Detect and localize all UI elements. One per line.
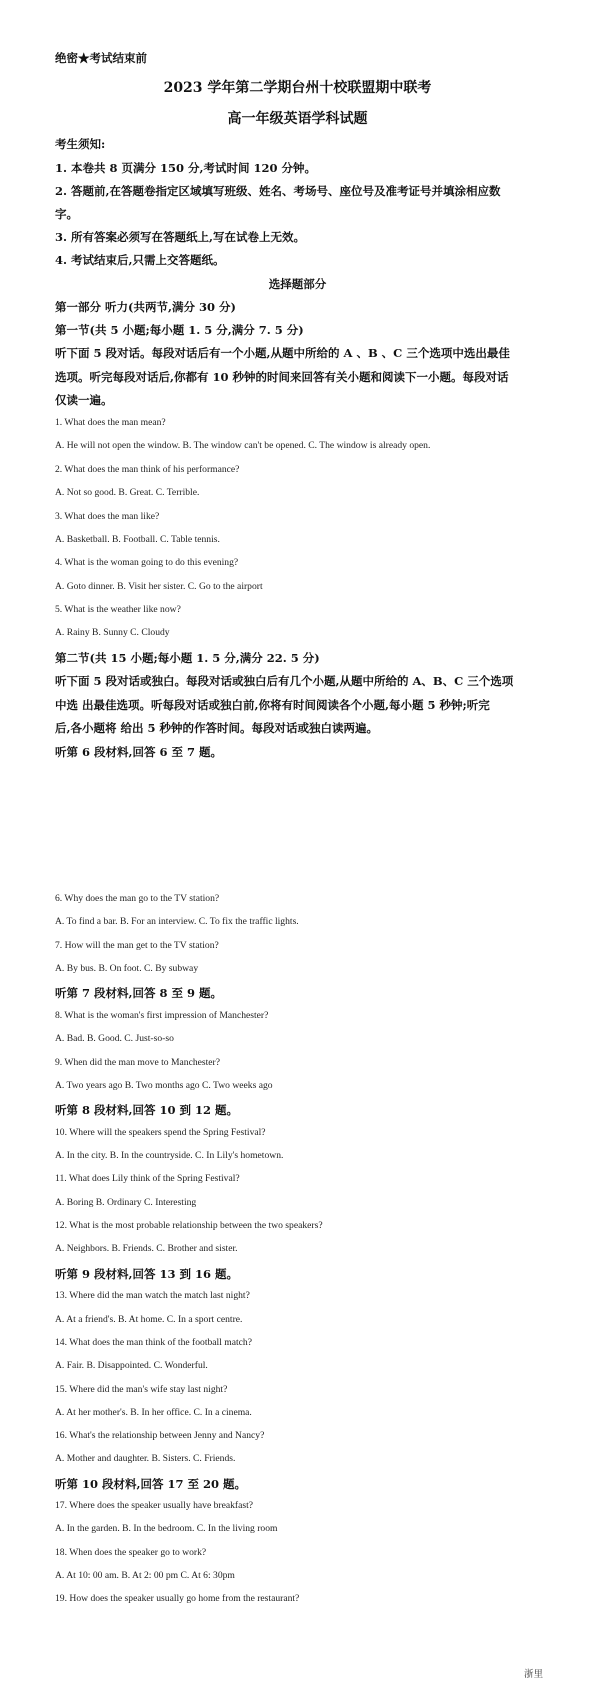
question-7: 7. How will the man get to the TV station? (55, 940, 219, 951)
question-17-options: A. In the garden. B. In the bedroom. C. In the living room (55, 1523, 278, 1534)
question-9: 9. When did the man move to Manchester? (55, 1057, 221, 1068)
section2-heading: 第二节(共 15 小题;每小题 1. 5 分,满分 22. 5 分) (55, 651, 320, 665)
notice-item-3: 3. 所有答案必须写在答题纸上,写在试卷上无效。 (55, 230, 306, 244)
material-8-heading: 听第 8 段材料,回答 10 到 12 题。 (55, 1103, 239, 1117)
question-12: 12. What is the most probable relationship between the two speakers? (55, 1220, 323, 1231)
question-13-options: A. At a friend's. B. At home. C. In a sport centre. (55, 1314, 243, 1325)
question-13: 13. Where did the man watch the match last night? (55, 1290, 250, 1301)
section1-instructions-3: 仅读一遍。 (55, 393, 113, 407)
question-19: 19. How does the speaker usually go home from the restaurant? (55, 1593, 300, 1604)
question-18: 18. When does the speaker go to work? (55, 1547, 207, 1558)
question-12-options: A. Neighbors. B. Friends. C. Brother and sister. (55, 1243, 238, 1254)
question-5-options: A. Rainy B. Sunny C. Cloudy (55, 627, 170, 638)
secret-mark: 绝密★考试结束前 (55, 51, 147, 65)
question-18-options: A. At 10: 00 am. B. At 2: 00 pm C. At 6: 30pm (55, 1570, 235, 1581)
question-14-options: A. Fair. B. Disappointed. C. Wonderful. (55, 1360, 208, 1371)
question-1-options: A. He will not open the window. B. The window can't be opened. C. The window is already open. (55, 440, 431, 451)
notice-item-4: 4. 考试结束后,只需上交答题纸。 (55, 253, 225, 267)
page-footer: 浙里 (523, 1669, 543, 1680)
section1-instructions: 听下面 5 段对话。每段对话后有一个小题,从题中所给的 A 、B 、C 三个选项中选出最佳 (55, 346, 510, 360)
question-15: 15. Where did the man's wife stay last night? (55, 1384, 228, 1395)
notice-item-2-cont: 字。 (55, 207, 78, 221)
question-3-options: A. Basketball. B. Football. C. Table tennis. (55, 534, 220, 545)
exam-subtitle: 高一年级英语学科试题 (227, 111, 368, 127)
question-2: 2. What does the man think of his performance? (55, 464, 240, 475)
question-11-options: A. Boring B. Ordinary C. Interesting (55, 1197, 197, 1208)
question-16: 16. What's the relationship between Jenny and Nancy? (55, 1430, 265, 1441)
section1-instructions-2: 选项。听完每段对话后,你都有 10 秒钟的时间来回答有关小题和阅读下一小题。每段对话 (55, 370, 509, 384)
part1-heading: 第一部分 听力(共两节,满分 30 分) (55, 300, 236, 314)
section1-heading: 第一节(共 5 小题;每小题 1. 5 分,满分 7. 5 分) (55, 323, 304, 337)
question-10-options: A. In the city. B. In the countryside. C. In Lily's hometown. (55, 1150, 284, 1161)
question-3: 3. What does the man like? (55, 511, 160, 522)
question-4: 4. What is the woman going to do this evening? (55, 557, 239, 568)
material-10-heading: 听第 10 段材料,回答 17 至 20 题。 (55, 1477, 247, 1491)
question-16-options: A. Mother and daughter. B. Sisters. C. Friends. (55, 1453, 236, 1464)
material-6-heading: 听第 6 段材料,回答 6 至 7 题。 (55, 745, 223, 759)
question-1: 1. What does the man mean? (55, 417, 166, 428)
question-9-options: A. Two years ago B. Two months ago C. Two weeks ago (55, 1080, 273, 1091)
question-8: 8. What is the woman's first impression of Manchester? (55, 1010, 269, 1021)
question-2-options: A. Not so good. B. Great. C. Terrible. (55, 487, 200, 498)
question-14: 14. What does the man think of the football match? (55, 1337, 252, 1348)
notice-item-1: 1. 本卷共 8 页满分 150 分,考试时间 120 分钟。 (55, 161, 317, 175)
section2-instructions: 听下面 5 段对话或独白。每段对话或独白后有几个小题,从题中所给的 A、B、C 三个选项 (55, 674, 514, 688)
section2-instructions-3: 后,各小题将 给出 5 秒钟的作答时间。每段对话或独白读两遍。 (55, 721, 379, 735)
question-17: 17. Where does the speaker usually have breakfast? (55, 1500, 254, 1511)
material-9-heading: 听第 9 段材料,回答 13 到 16 题。 (55, 1267, 239, 1281)
question-6: 6. Why does the man go to the TV station? (55, 893, 220, 904)
notice-heading: 考生须知: (55, 137, 106, 151)
question-7-options: A. By bus. B. On foot. C. By subway (55, 963, 199, 974)
question-5: 5. What is the weather like now? (55, 604, 181, 615)
question-8-options: A. Bad. B. Good. C. Just-so-so (55, 1033, 174, 1044)
choice-part-heading: 选择题部分 (268, 277, 327, 291)
question-11: 11. What does Lily think of the Spring Festival? (55, 1173, 240, 1184)
question-6-options: A. To find a bar. B. For an interview. C. To fix the traffic lights. (55, 916, 299, 927)
notice-item-2: 2. 答题前,在答题卷指定区域填写班级、姓名、考场号、座位号及准考证号并填涂相应数 (55, 184, 501, 198)
question-4-options: A. Goto dinner. B. Visit her sister. C. Go to the airport (55, 581, 263, 592)
question-10: 10. Where will the speakers spend the Spring Festival? (55, 1127, 266, 1138)
material-7-heading: 听第 7 段材料,回答 8 至 9 题。 (55, 986, 223, 1000)
exam-title: 2023 学年第二学期台州十校联盟期中联考 (163, 80, 432, 96)
section2-instructions-2: 中选 出最佳选项。听每段对话或独白前,你将有时间阅读各个小题,每小题 5 秒钟;听完 (55, 698, 490, 712)
question-15-options: A. At her mother's. B. In her office. C. In a cinema. (55, 1407, 252, 1418)
